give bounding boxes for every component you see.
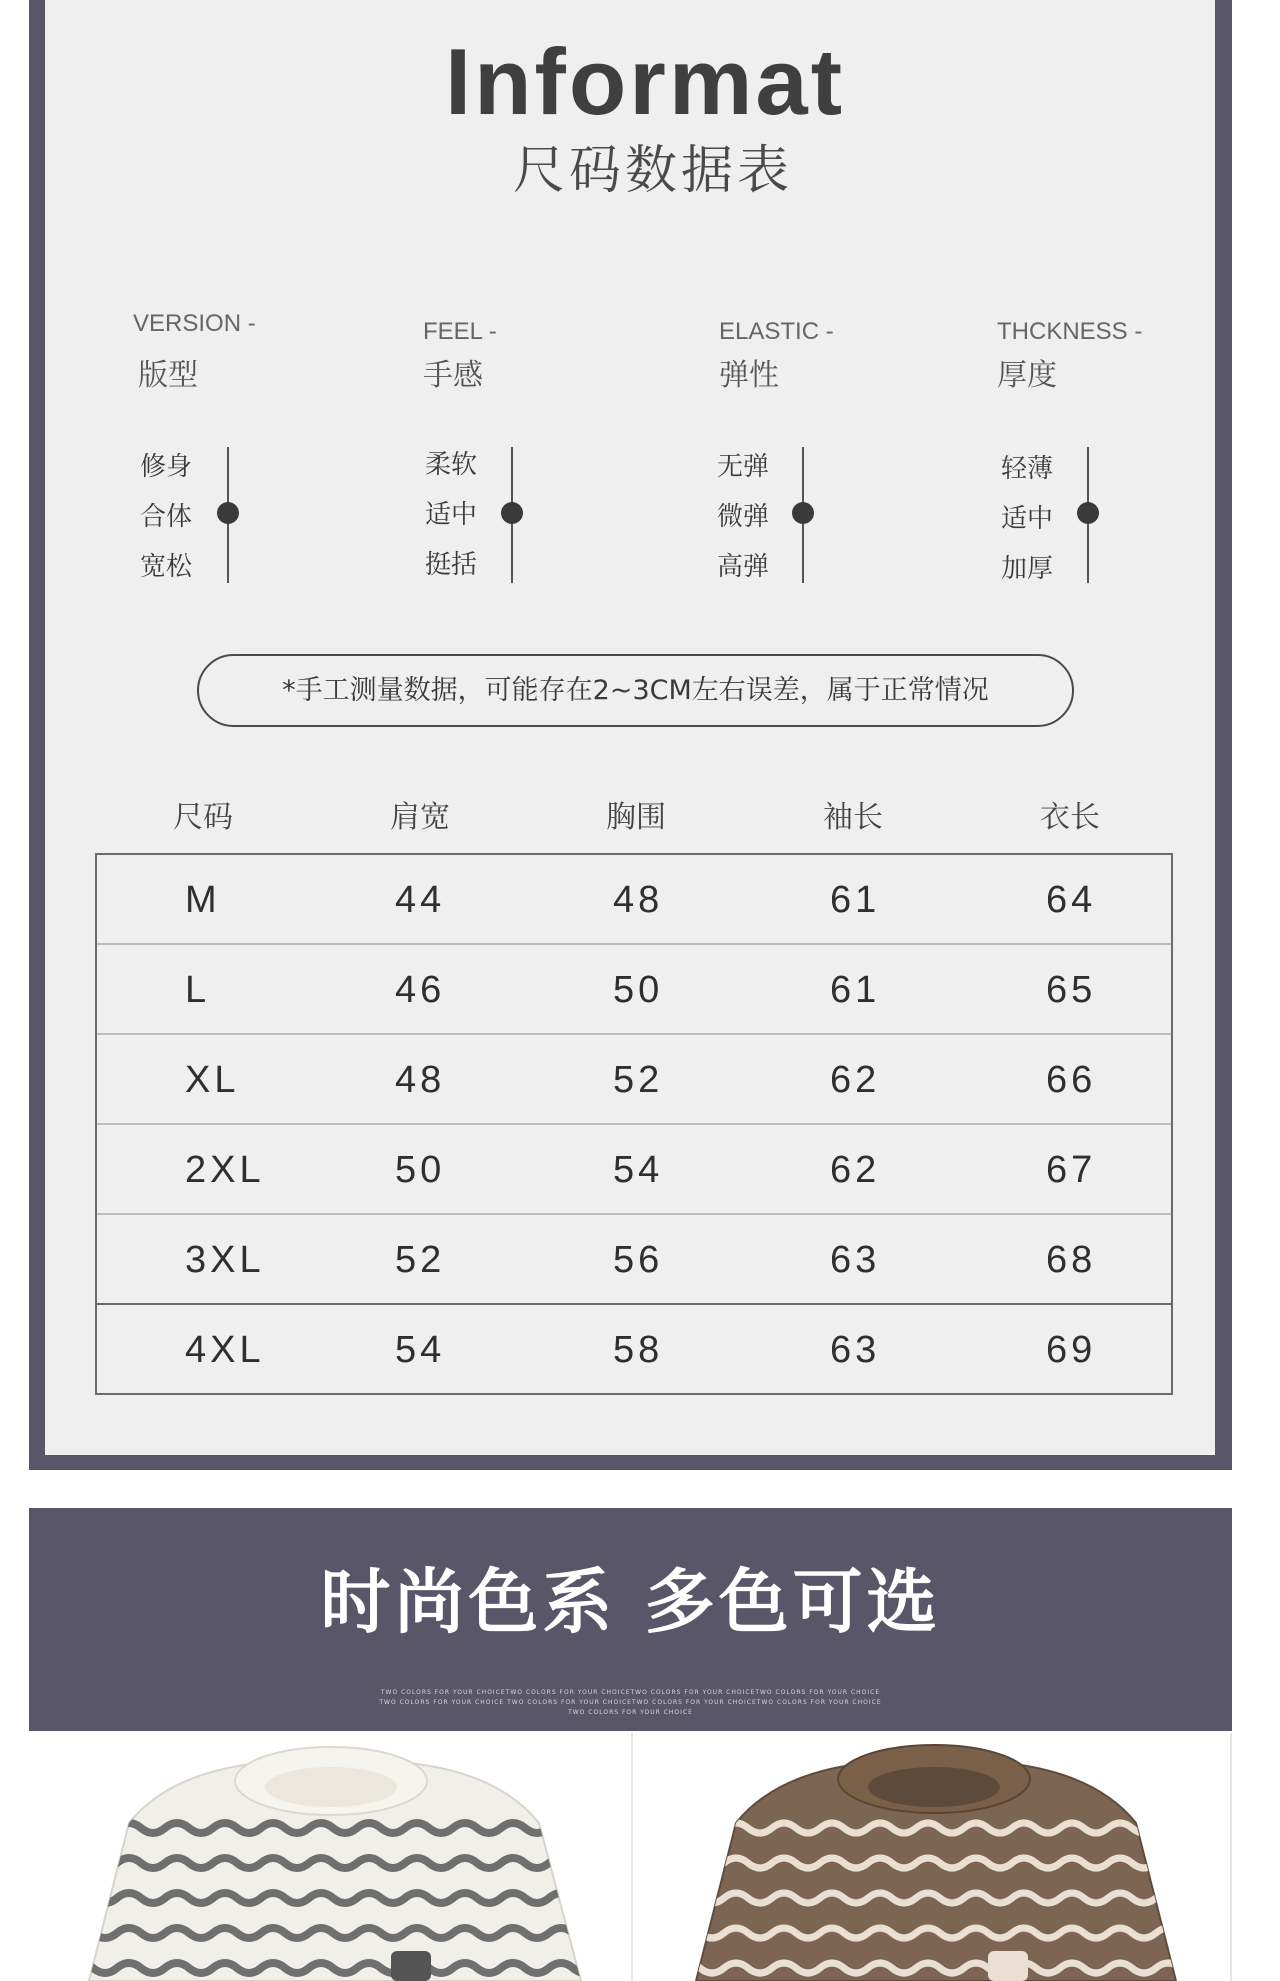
letter-patch-icon — [391, 1951, 431, 1981]
letter-patch-icon — [988, 1951, 1028, 1981]
attr-version-cn: 版型 — [138, 358, 198, 393]
title-en: Informat — [445, 29, 845, 134]
table-header-chest: 胸围 — [606, 800, 666, 835]
option-version-loose: 宽松 — [140, 552, 193, 582]
table-row — [97, 1125, 1171, 1215]
length-cell: 66 — [1046, 1059, 1097, 1101]
attr-feel-en: FEEL - — [423, 318, 497, 345]
size-cell: XL — [185, 1059, 240, 1101]
shoulder-cell: 54 — [395, 1329, 446, 1371]
option-feel-soft: 柔软 — [425, 450, 478, 480]
shoulder-cell: 52 — [395, 1239, 446, 1281]
colors-banner-title: 时尚色系 多色可选 — [320, 1561, 941, 1643]
colors-banner-subtitle: TWO COLORS FOR YOUR CHOICE TWO COLORS FOR YOUR CHOICETWO COLORS FOR YOUR CHOICETWO COLORS FOR YOUR CHOICE — [379, 1699, 882, 1706]
sleeve-cell: 61 — [830, 879, 881, 921]
shoulder-cell: 48 — [395, 1059, 446, 1101]
length-cell: 69 — [1046, 1329, 1097, 1371]
length-cell: 67 — [1046, 1149, 1097, 1191]
sleeve-cell: 62 — [830, 1149, 881, 1191]
measurement-note: *手工测量数据，可能存在2~3CM左右误差，属于正常情况 — [197, 654, 1074, 727]
table-row — [97, 1305, 1171, 1395]
table-row — [97, 1035, 1171, 1125]
product-photo-cream[interactable] — [29, 1733, 633, 1981]
shoulder-cell: 50 — [395, 1149, 446, 1191]
chest-cell: 54 — [613, 1149, 664, 1191]
colors-banner-subtitle: TWO COLORS FOR YOUR CHOICETWO COLORS FOR YOUR CHOICETWO COLORS FOR YOUR CHOICETWO COLORS FOR YOUR CHOICE — [380, 1689, 881, 1696]
size-cell: 2XL — [185, 1149, 265, 1191]
feel-scale-marker — [501, 502, 523, 524]
option-thickness-medium: 适中 — [1001, 504, 1054, 534]
version-scale-marker — [217, 502, 239, 524]
attr-version-en: VERSION - — [133, 310, 256, 337]
chest-cell: 48 — [613, 879, 664, 921]
option-feel-crisp: 挺括 — [425, 550, 478, 580]
table-header-sleeve: 袖长 — [823, 800, 883, 835]
colors-banner — [29, 1508, 1232, 1731]
table-header-length: 衣长 — [1040, 800, 1100, 835]
size-cell: 4XL — [185, 1329, 265, 1371]
option-elastic-high: 高弹 — [717, 552, 770, 582]
attr-thickness-en: THCKNESS - — [997, 318, 1143, 345]
chest-cell: 56 — [613, 1239, 664, 1281]
title-cn: 尺码数据表 — [512, 141, 793, 201]
sleeve-cell: 63 — [830, 1329, 881, 1371]
shoulder-cell: 46 — [395, 969, 446, 1011]
length-cell: 65 — [1046, 969, 1097, 1011]
option-elastic-slight: 微弹 — [717, 502, 770, 532]
chest-cell: 50 — [613, 969, 664, 1011]
sleeve-cell: 62 — [830, 1059, 881, 1101]
shoulder-cell: 44 — [395, 879, 446, 921]
option-thickness-thick: 加厚 — [1001, 554, 1054, 584]
colors-banner-subtitle: TWO COLORS FOR YOUR CHOICE — [568, 1709, 693, 1716]
table-header-shoulder: 肩宽 — [390, 800, 450, 835]
brown-sweater-image — [636, 1733, 1232, 1981]
table-row — [97, 1215, 1171, 1305]
size-cell: 3XL — [185, 1239, 265, 1281]
attr-elastic-en: ELASTIC - — [719, 318, 834, 345]
option-version-slim: 修身 — [140, 452, 193, 482]
chest-cell: 52 — [613, 1059, 664, 1101]
sleeve-cell: 61 — [830, 969, 881, 1011]
attr-feel-cn: 手感 — [423, 358, 483, 393]
attr-elastic-cn: 弹性 — [719, 358, 779, 393]
cream-sweater-image — [29, 1733, 633, 1981]
chest-cell: 58 — [613, 1329, 664, 1371]
option-thickness-light: 轻薄 — [1001, 454, 1054, 484]
size-cell: M — [185, 879, 221, 921]
table-header-size: 尺码 — [173, 800, 233, 835]
attr-thickness-cn: 厚度 — [997, 358, 1057, 393]
thickness-scale-marker — [1077, 502, 1099, 524]
length-cell: 64 — [1046, 879, 1097, 921]
table-row — [97, 855, 1171, 945]
elastic-scale-marker — [792, 502, 814, 524]
size-cell: L — [185, 969, 211, 1011]
sleeve-cell: 63 — [830, 1239, 881, 1281]
option-feel-medium: 适中 — [425, 500, 478, 530]
option-version-regular: 合体 — [140, 502, 193, 532]
size-table — [95, 853, 1173, 1395]
table-row — [97, 945, 1171, 1035]
length-cell: 68 — [1046, 1239, 1097, 1281]
option-elastic-none: 无弹 — [717, 452, 770, 482]
product-photo-brown[interactable] — [636, 1733, 1232, 1981]
